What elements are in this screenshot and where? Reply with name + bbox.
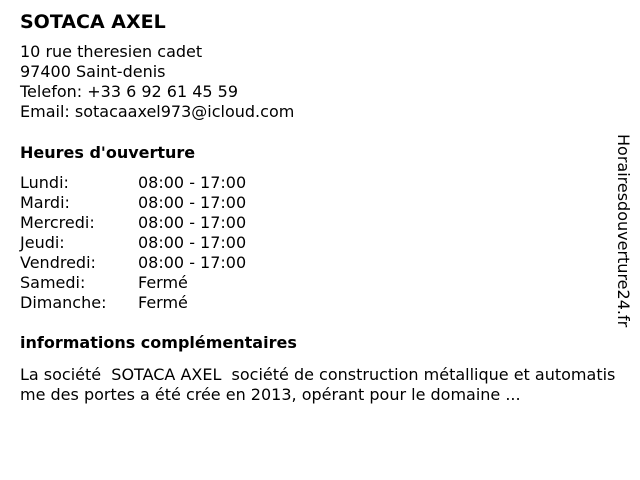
hours-day: Vendredi: [20,253,96,272]
hours-day: Dimanche: [20,293,107,312]
address-city: 97400 Saint-denis [20,62,166,81]
site-watermark: Horairesdouverture24.fr [614,134,633,328]
hours-time: 08:00 - 17:00 [138,193,247,212]
email-address: Email: sotacaaxel973@icloud.com [20,102,295,121]
business-card [20,8,616,405]
hours-day: Lundi: [20,173,69,192]
hours-row-sunday [20,293,610,313]
address-street: 10 rue theresien cadet [20,42,203,61]
hours-row-tuesday [20,193,610,213]
contact-block [20,42,610,122]
hours-time: Fermé [138,273,188,292]
hours-row-wednesday [20,213,610,233]
info-description: La société SOTACA AXEL société de construction métallique et automatisme des portes a été crée en 2013, opérant pour le domaine ... [20,365,616,404]
phone-number: Telefon: +33 6 92 61 45 59 [20,82,239,101]
hours-row-saturday [20,273,610,293]
hours-row-monday [20,173,610,193]
hours-time: 08:00 - 17:00 [138,173,247,192]
hours-row-thursday [20,233,610,253]
hours-time: 08:00 - 17:00 [138,213,247,232]
hours-time: 08:00 - 17:00 [138,253,247,272]
company-name: SOTACA AXEL [20,11,166,33]
hours-day: Mercredi: [20,213,95,232]
hours-table [20,173,610,313]
hours-heading: Heures d'ouverture [20,143,196,162]
hours-day: Samedi: [20,273,86,292]
hours-day: Jeudi: [20,233,65,252]
hours-time: 08:00 - 17:00 [138,233,247,252]
info-heading: informations complémentaires [20,333,297,352]
hours-row-friday [20,253,610,273]
hours-time: Fermé [138,293,188,312]
hours-day: Mardi: [20,193,70,212]
